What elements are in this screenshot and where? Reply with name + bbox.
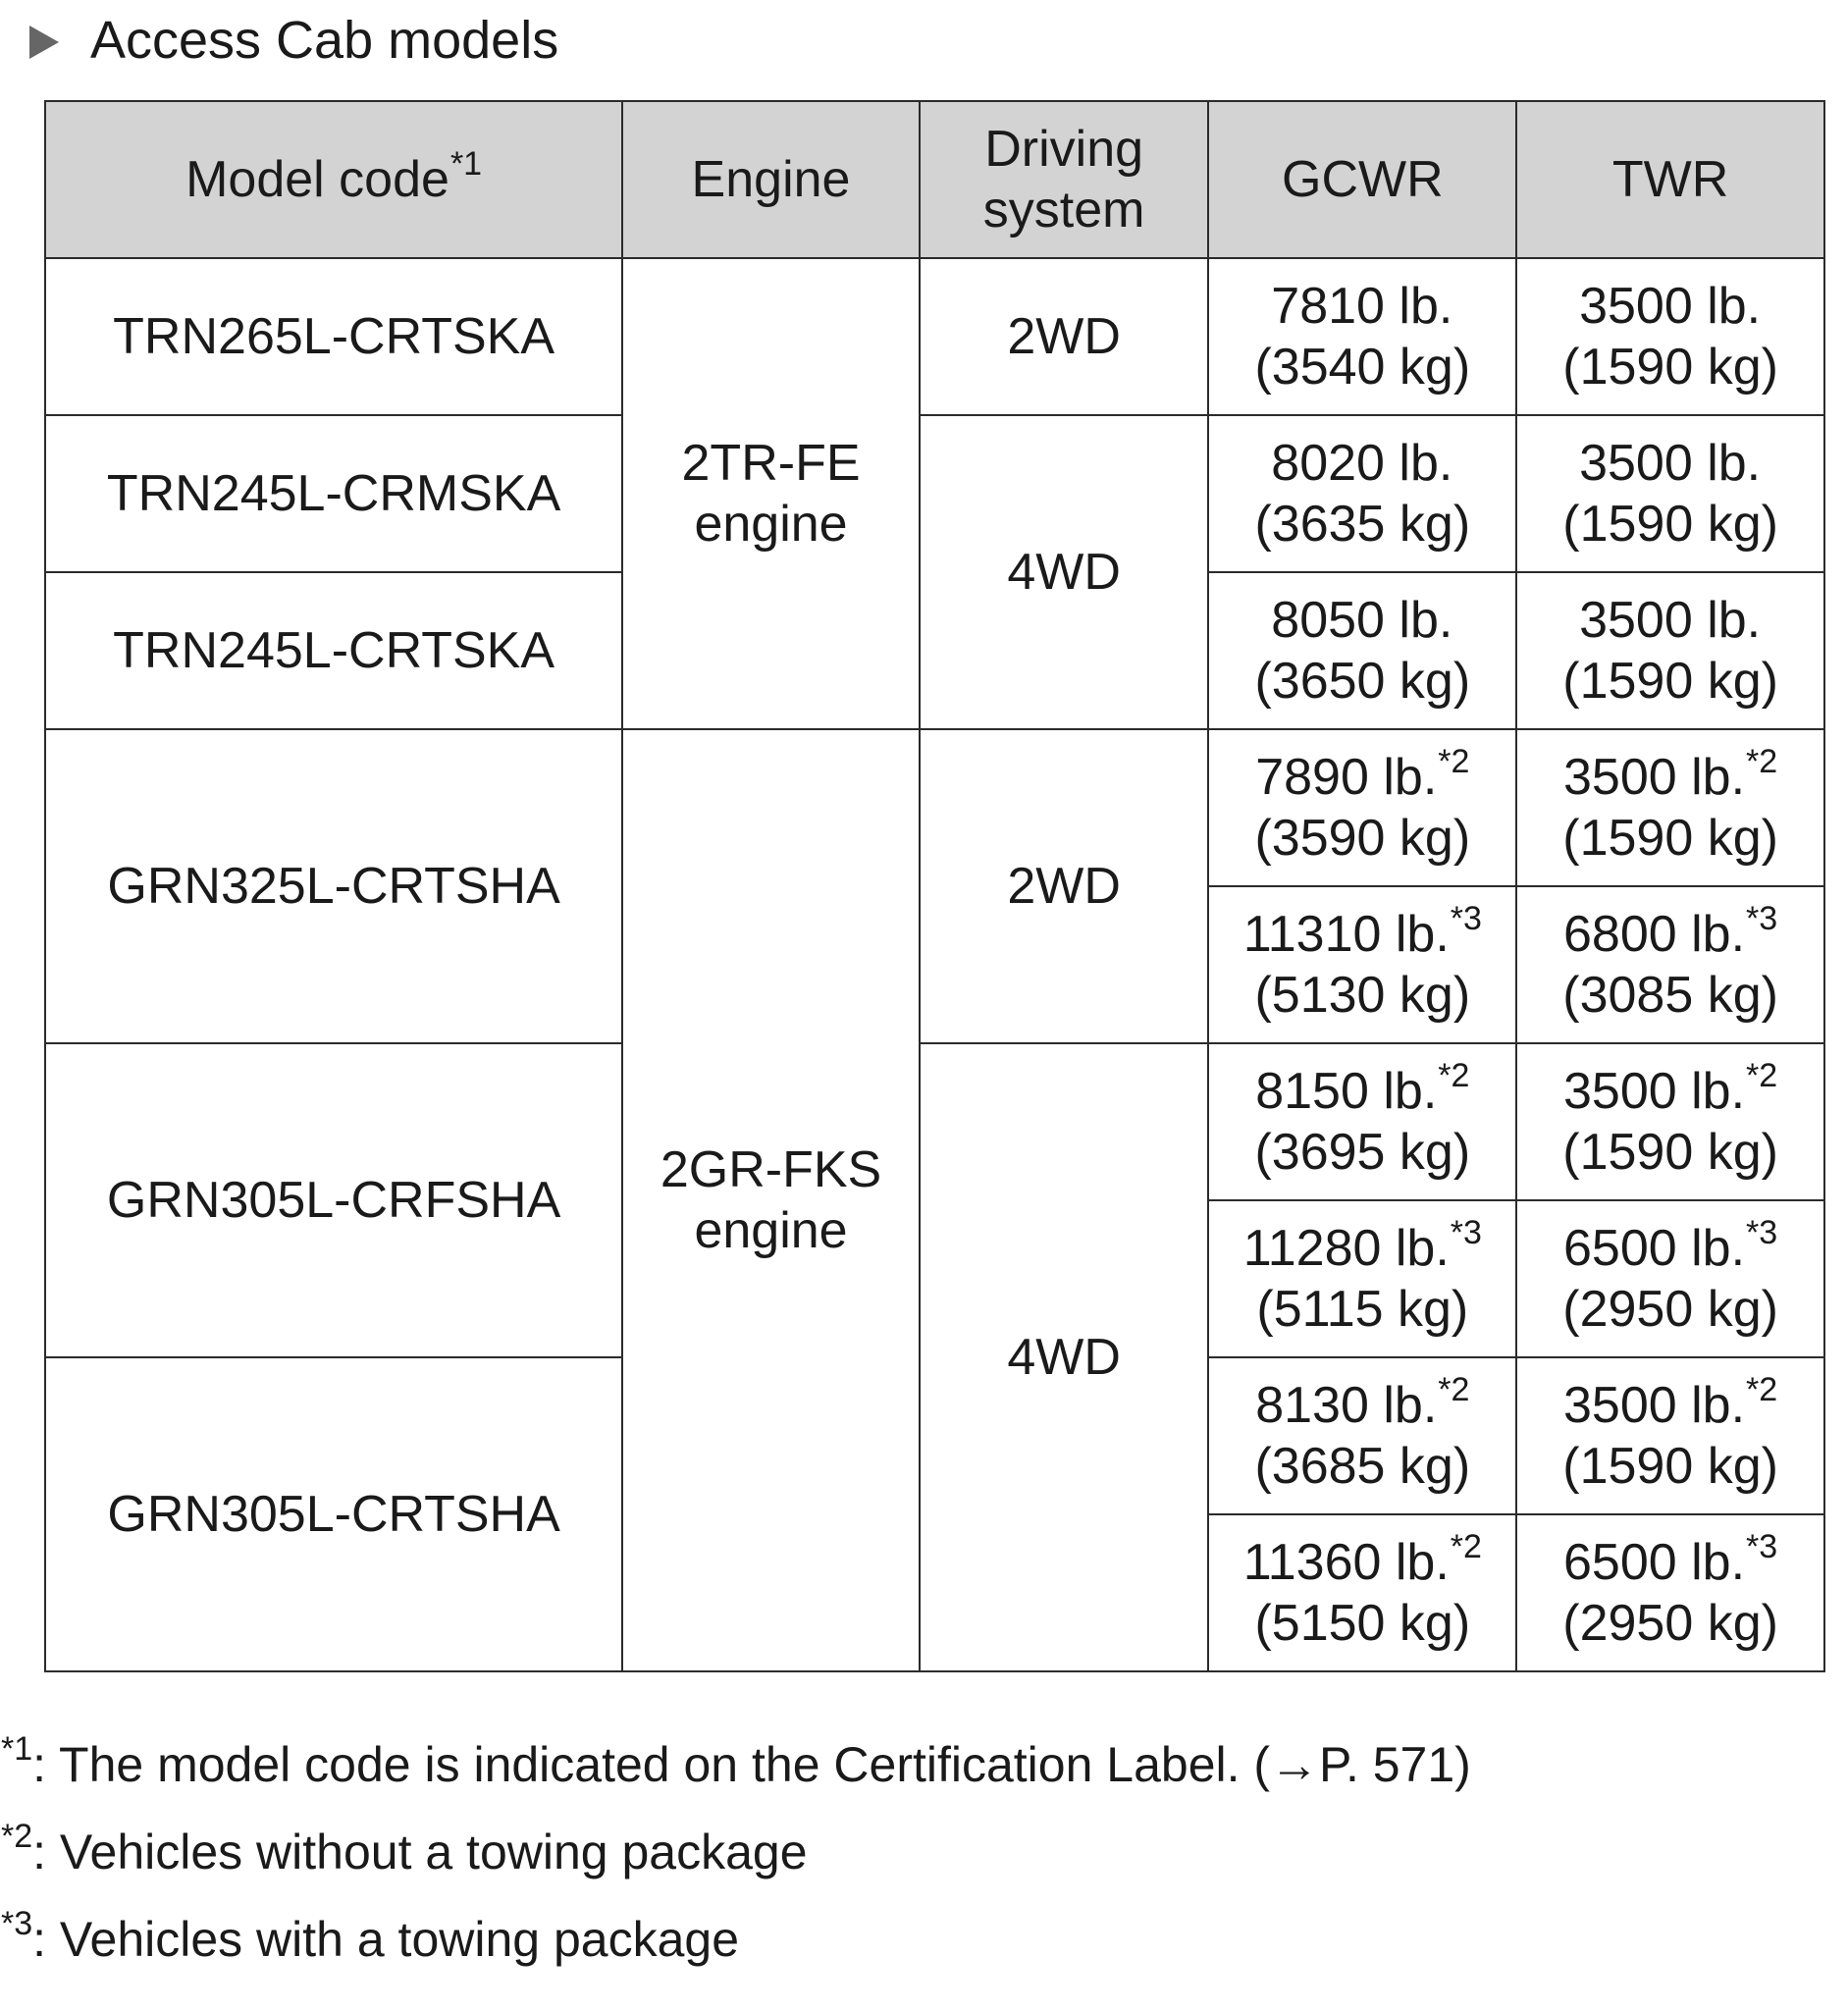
gcwr-cell: 8050 lb. (3650 kg) (1208, 572, 1516, 729)
model-code-cell: TRN245L-CRTSKA (45, 572, 622, 729)
twr-cell: 3500 lb.$^{*2}$ (1590 kg) (1516, 1357, 1824, 1514)
twr-cell: 3500 lb.$^{*2}$ (1590 kg) (1516, 729, 1824, 886)
driving-system-cell: 2WD (920, 729, 1209, 1043)
section-heading (29, 6, 558, 75)
model-code-cell: TRN265L-CRTSKA (45, 258, 622, 415)
footnote: $^{*3}$: Vehicles with a towing package (1, 1904, 740, 1967)
table-header-row (45, 101, 1824, 258)
footnote-mark: *1 (1, 1729, 33, 1768)
twr-cell: 3500 lb. (1590 kg) (1516, 572, 1824, 729)
gcwr-cell: 8020 lb. (3635 kg) (1208, 415, 1516, 572)
driving-system-cell: 4WD (920, 415, 1209, 729)
footnote: $^{*2}$: Vehicles without a towing package (1, 1817, 808, 1879)
model-code-cell: GRN305L-CRFSHA (45, 1043, 622, 1357)
footnote-mark: *2 (1, 1817, 33, 1855)
engine-cell: 2TR-FE engine (622, 258, 920, 729)
gcwr-cell: 11360 lb.$^{*2}$ (5150 kg) (1208, 1514, 1516, 1671)
table-row (45, 1043, 1824, 1200)
gcwr-cell: 8130 lb.$^{*2}$ (3685 kg) (1208, 1357, 1516, 1514)
footnote-mark: *1 (449, 144, 483, 183)
header-model-code: Model code$^{*1}$ (45, 101, 622, 258)
driving-system-cell: 4WD (920, 1043, 1209, 1671)
model-code-cell: GRN305L-CRTSHA (45, 1357, 622, 1671)
table-row (45, 415, 1824, 572)
gcwr-cell: 8150 lb.$^{*2}$ (3695 kg) (1208, 1043, 1516, 1200)
table-row (45, 729, 1824, 886)
gcwr-cell: 7810 lb. (3540 kg) (1208, 258, 1516, 415)
engine-cell: 2GR-FKS engine (622, 729, 920, 1671)
header-engine: Engine (622, 101, 920, 258)
footnotes (0, 1721, 1471, 1984)
header-twr: TWR (1516, 101, 1824, 258)
header-driving-system: Driving system (920, 101, 1209, 258)
towing-capacity-table (44, 100, 1825, 1672)
model-code-cell: GRN325L-CRTSHA (45, 729, 622, 1043)
twr-cell: 3500 lb. (1590 kg) (1516, 415, 1824, 572)
driving-system-cell: 2WD (920, 258, 1209, 415)
table-row (45, 258, 1824, 415)
twr-cell: 6500 lb.$^{*3}$ (2950 kg) (1516, 1200, 1824, 1357)
twr-cell: 6500 lb.$^{*3}$ (2950 kg) (1516, 1514, 1824, 1671)
footnote: $^{*1}$: The model code is indicated on the Certification Label. (→P. 571) (1, 1729, 1471, 1792)
twr-cell: 3500 lb. (1590 kg) (1516, 258, 1824, 415)
triangle-right-icon (29, 26, 59, 59)
model-code-cell: TRN245L-CRMSKA (45, 415, 622, 572)
footnote-mark: *3 (1, 1904, 33, 1942)
section-title: Access Cab models (90, 11, 559, 70)
gcwr-cell: 11310 lb.$^{*3}$ (5130 kg) (1208, 886, 1516, 1043)
twr-cell: 3500 lb.$^{*2}$ (1590 kg) (1516, 1043, 1824, 1200)
gcwr-cell: 7890 lb.$^{*2}$ (3590 kg) (1208, 729, 1516, 886)
twr-cell: 6800 lb.$^{*3}$ (3085 kg) (1516, 886, 1824, 1043)
header-gcwr: GCWR (1208, 101, 1516, 258)
gcwr-cell: 11280 lb.$^{*3}$ (5115 kg) (1208, 1200, 1516, 1357)
